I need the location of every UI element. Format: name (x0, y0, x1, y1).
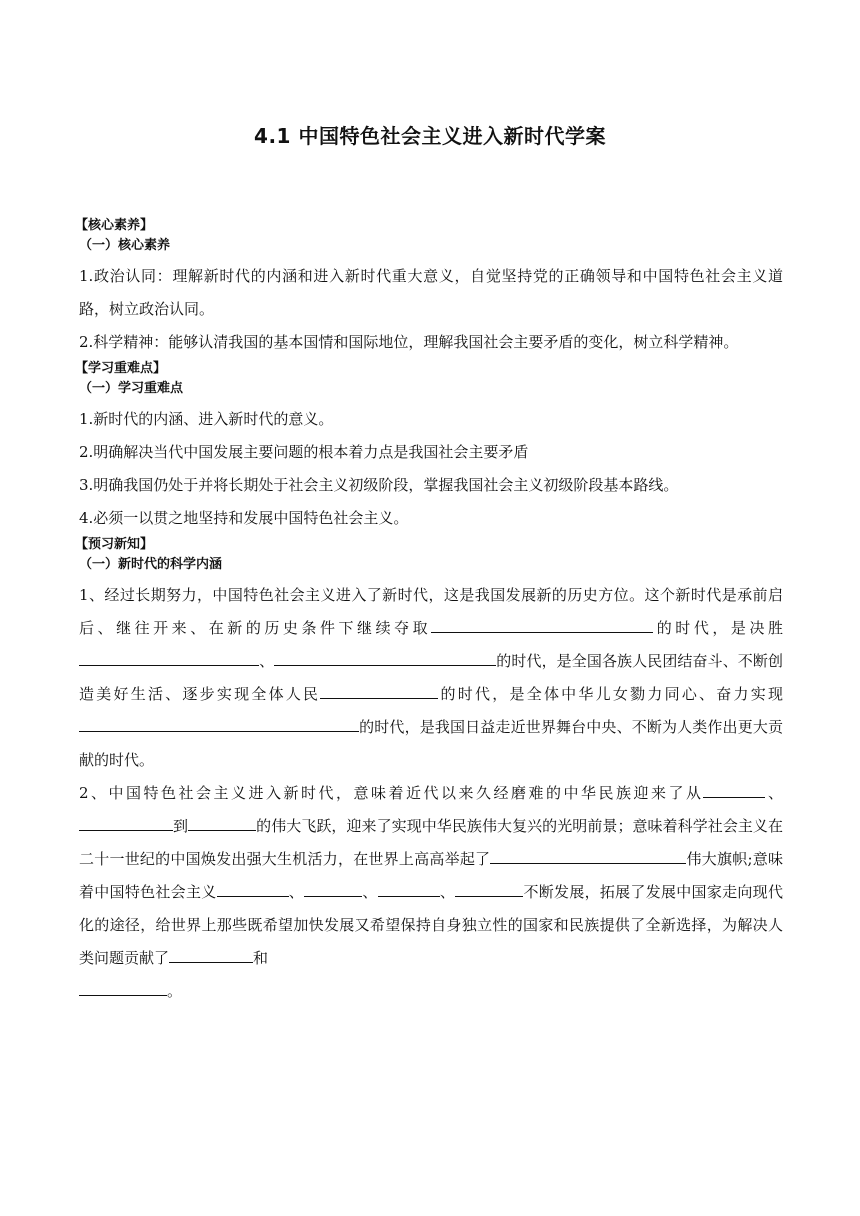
p2-text-5: 伟大旗帜;意味着中国特色社会主义 (79, 850, 783, 901)
key-item-1: 1.新时代的内涵、进入新时代的意义。 (79, 410, 334, 428)
preview-subheading: （一）新时代的科学内涵 (79, 557, 223, 572)
preview-paragraph-1 (79, 579, 783, 777)
p1-text-1: 1、经过长期努力，中国特色社会主义进入了新时代，这是我国发展新的历史方位。这个新时代是承前启后、继往开来、在新的历史条件下继续夺取 (79, 586, 783, 637)
p2-text-9: 不断发展，拓展了发展中国家走向现代化的途径，给世界上那些既希望加快发展又希望保持自身独立性的国家和民族提供了全新选择，为解决人类问题贡献了 (79, 883, 783, 967)
p2-text-11: 。 (167, 982, 183, 1000)
key-item-2: 2.明确解决当代中国发展主要问题的根本着力点是我国社会主要矛盾 (79, 443, 529, 461)
p2-text-4: 的伟大飞跃，迎来了实现中华民族伟大复兴的光明前景；意味着科学社会主义在二十一世纪的中国焕发出强大生机活力，在世界上高高举起了 (79, 817, 783, 868)
fill-blank-11[interactable] (304, 878, 362, 897)
fill-blank-4[interactable] (320, 680, 438, 699)
key-item-4: 4.必须一以贯之地坚持和发展中国特色社会主义。 (79, 509, 409, 527)
fill-blank-1[interactable] (431, 614, 653, 633)
fill-blank-2[interactable] (79, 647, 259, 666)
key-subheading: （一）学习重难点 (79, 381, 184, 396)
page-title: 4.1 中国特色社会主义进入新时代学案 (254, 124, 606, 148)
p2-text-2: 、 (765, 784, 783, 802)
fill-blank-5[interactable] (79, 713, 359, 732)
p2-text-6: 、 (288, 883, 305, 901)
fill-blank-7[interactable] (79, 812, 173, 831)
key-item-3: 3.明确我国仍处于并将长期处于社会主义初级阶段，掌握我国社会主义初级阶段基本路线。 (79, 476, 679, 494)
fill-blank-15[interactable] (79, 977, 167, 996)
p2-text-10: 和 (253, 949, 269, 967)
core-item-1: 1.政治认同：理解新时代的内涵和进入新时代重大意义，自觉坚持党的正确领导和中国特色社会主义道路，树立政治认同。 (79, 267, 783, 318)
p1-text-2: 的时代，是决胜 (653, 619, 783, 637)
p2-text-8: 、 (439, 883, 456, 901)
preview-paragraph-2 (79, 777, 783, 1008)
key-heading: 【学习重难点】 (75, 361, 167, 376)
fill-blank-12[interactable] (378, 878, 440, 897)
core-item-2: 2.科学精神：能够认清我国的基本国情和国际地位，理解我国社会主要矛盾的变化，树立科学精神。 (79, 333, 739, 351)
fill-blank-8[interactable] (188, 812, 256, 831)
p2-text-7: 、 (362, 883, 378, 901)
p2-text-3: 到 (173, 817, 189, 835)
core-heading: 【核心素养】 (75, 218, 154, 233)
core-subheading: （一）核心素养 (79, 238, 171, 253)
p2-text-1: 2、中国特色社会主义进入新时代，意味着近代以来久经磨难的中华民族迎来了从 (79, 784, 704, 802)
fill-blank-6[interactable] (703, 779, 765, 798)
p1-text-5: 的时代，是全体中华儿女勠力同心、奋力实现 (438, 685, 783, 703)
preview-heading: 【预习新知】 (75, 537, 154, 552)
fill-blank-13[interactable] (455, 878, 523, 897)
fill-blank-10[interactable] (217, 878, 289, 897)
p1-text-4: 的时代，是全国各族人民团结奋斗、不断创造美好生活、逐步实现全体人民 (79, 652, 783, 703)
p1-text-3: 、 (259, 652, 275, 670)
worksheet-content (75, 216, 783, 1008)
fill-blank-9[interactable] (490, 845, 686, 864)
fill-blank-3[interactable] (274, 647, 496, 666)
p1-text-6: 的时代，是我国日益走近世界舞台中央、不断为人类作出更大贡献的时代。 (79, 718, 783, 769)
fill-blank-14[interactable] (169, 944, 253, 963)
